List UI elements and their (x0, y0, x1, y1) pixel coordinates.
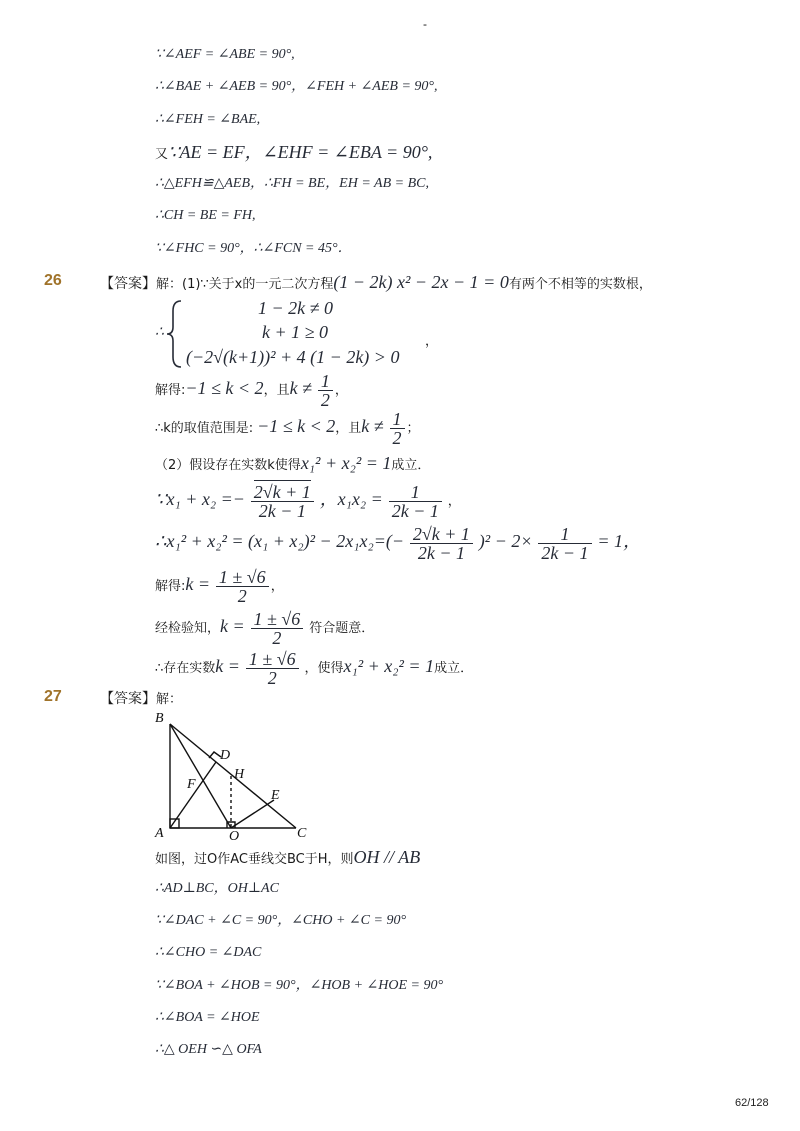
fraction-vieta-sum-num: 2√k + 1 (253, 482, 311, 502)
segment-bc (170, 724, 296, 828)
label-c: C (297, 826, 307, 841)
step-25-4-prefix: 又 (155, 147, 169, 162)
q27-step-5: ∴∠BOA = ∠HOE (155, 1010, 260, 1025)
fraction-expand-2-num: 1 (538, 525, 591, 544)
q27-construct (155, 846, 420, 871)
q26-concl-k: k = (215, 656, 240, 677)
q26-part2-math: x₁² + x₂² = 1 (300, 453, 392, 473)
q26-expand-lead: ∴x₁² + x₂² = (x₁ + x₂)² − 2x₁x₂=(− (155, 531, 404, 552)
q26-part2-prefix: （2）假设存在实数k使得 (155, 458, 301, 473)
q26-concl-suffix: 成立． (434, 661, 474, 677)
q26-solve2-prefix: 解得: (155, 579, 186, 595)
question-number-27: 27 (44, 688, 62, 705)
q27-intro: 解： (156, 692, 183, 707)
q26-check-suffix: 符合题意． (309, 621, 375, 637)
label-f: F (187, 777, 196, 792)
q26-solve1-prefix: 解得: (155, 383, 186, 399)
q26-range-prefix: ∴k的取值范围是: (155, 421, 254, 437)
q26-part2 (155, 452, 430, 477)
q26-expand (155, 525, 641, 562)
q26-therefore: ∴ (155, 325, 164, 340)
fraction-expand-2-den: 2k − 1 (541, 543, 589, 563)
q26-range-math: −1 ≤ k < 2 (257, 416, 336, 437)
q27-step-3: ∴∠CHO = ∠DAC (155, 945, 262, 960)
fraction-root-3-den: 2 (267, 668, 277, 688)
fraction-vieta-sum (251, 483, 314, 520)
fraction-root-2 (251, 610, 304, 647)
fraction-root-3 (246, 650, 299, 687)
step-25-4 (155, 141, 432, 166)
q27-construct-math: OH // AB (353, 847, 421, 867)
fraction-expand-2 (538, 525, 591, 562)
fraction-half-1-num: 1 (318, 372, 333, 391)
system-brace-icon (165, 299, 185, 369)
answer-tag-27-text: 【答案】 (100, 690, 156, 706)
q26-expand-mid: )² − 2× (478, 531, 533, 552)
fraction-half-2 (390, 410, 405, 447)
q26-solve1-end: ， (334, 383, 348, 399)
q26-check (155, 610, 374, 647)
step-25-2: ∴∠BAE + ∠AEB = 90°，∠FEH + ∠AEB = 90°, (155, 79, 438, 94)
fraction-expand-1 (410, 525, 473, 562)
q26-vieta-mid: ，x₁x₂ = (319, 489, 383, 510)
q26-concl-math: x₁² + x₂² = 1 (343, 656, 435, 677)
system-row-2: k + 1 ≥ 0 (262, 322, 329, 342)
q26-intro-math: (1 − 2k) x² − 2x − 1 = 0 (333, 272, 509, 292)
q26-vieta-lead: ∵x₁ + x₂ =− (155, 489, 245, 510)
fraction-vieta-sum-den: 2k − 1 (258, 501, 306, 521)
q26-solve-2 (155, 568, 284, 605)
q26-range (155, 410, 420, 447)
step-25-1: ∵∠AEF = ∠ABE = 90°, (155, 47, 295, 62)
step-25-5: ∴△EFH≌△AEB，∴FH = BE，EH = AB = BC, (155, 176, 429, 191)
q26-concl-prefix: ∴存在实数 (155, 661, 216, 677)
q26-range-and: ，且 (335, 421, 362, 437)
label-b: B (155, 711, 164, 726)
geometry-figure (150, 708, 320, 843)
step-25-3: ∴∠FEH = ∠BAE, (155, 112, 261, 127)
segment-oe (231, 800, 274, 828)
q26-check-k: k = (220, 616, 245, 637)
fraction-half-1 (318, 372, 333, 409)
fraction-expand-1-den: 2k − 1 (417, 543, 465, 563)
question-number-26: 26 (44, 272, 62, 289)
fraction-vieta-product (389, 483, 442, 520)
segment-be (170, 724, 231, 828)
q26-conclusion (155, 650, 473, 687)
system-row-3: (−2√(k+1))² + 4 (1 − 2k) > 0 (186, 347, 400, 367)
fraction-root-1 (216, 568, 269, 605)
q27-construct-prefix: 如图，过O作AC垂线交BC于H，则 (155, 852, 354, 867)
q26-solve1-and: ，且 (263, 383, 290, 399)
label-h: H (234, 767, 245, 782)
q26-solve1-k: k ≠ (289, 378, 312, 399)
q26-intro-suffix: 有两个不相等的实数根， (508, 277, 652, 292)
system-row-1: 1 − 2k ≠ 0 (258, 298, 334, 318)
label-d: D (220, 748, 231, 763)
answer-tag-27 (100, 688, 182, 708)
segment-ad (170, 762, 216, 828)
q26-range-k: k ≠ (361, 416, 384, 437)
system-comma: ， (425, 334, 439, 349)
q27-step-6: ∴△ OEH ∽△ OFA (155, 1042, 262, 1057)
fraction-half-2-den: 2 (392, 428, 402, 448)
step-25-4-math: ∵AE = EF，∠EHF = ∠EBA = 90°, (168, 142, 433, 162)
step-25-7: ∵∠FHC = 90°，∴∠FCN = 45°． (155, 241, 352, 256)
fraction-expand-1-num: 2√k + 1 (410, 525, 473, 544)
q26-expand-end: = 1， (597, 531, 642, 552)
fraction-half-1-den: 2 (320, 390, 330, 410)
q26-solve2-k: k = (185, 574, 211, 595)
q27-step-1: ∴AD⊥BC，OH⊥AC (155, 881, 279, 896)
page-header-dash: - (423, 17, 427, 31)
q26-vieta-end: ， (447, 494, 461, 510)
answer-tag-26-text: 【答案】 (100, 275, 156, 291)
q26-range-end: ； (406, 421, 420, 437)
fraction-vieta-product-den: 2k − 1 (391, 501, 439, 521)
q26-solve-1 (155, 372, 348, 409)
q27-step-2: ∵∠DAC + ∠C = 90°，∠CHO + ∠C = 90° (155, 913, 407, 928)
fraction-root-1-num: 1 ± √6 (216, 568, 269, 587)
q26-concl-mid: ，使得 (304, 661, 344, 677)
fraction-half-2-num: 1 (390, 410, 405, 429)
q26-check-prefix: 经检验知， (155, 621, 221, 637)
fraction-vieta-product-num: 1 (389, 483, 442, 502)
label-a: A (155, 826, 164, 841)
q26-solve2-end: ， (270, 579, 284, 595)
fraction-root-3-num: 1 ± √6 (246, 650, 299, 669)
q26-solve1-math: −1 ≤ k < 2 (185, 378, 264, 399)
q26-part2-suffix: 成立． (391, 458, 431, 473)
fraction-root-2-num: 1 ± √6 (251, 610, 304, 629)
answer-tag-26 (100, 272, 652, 293)
fraction-root-2-den: 2 (272, 628, 282, 648)
step-25-6: ∴CH = BE = FH, (155, 208, 256, 223)
q26-vieta (155, 483, 461, 520)
q27-step-4: ∵∠BOA + ∠HOB = 90°，∠HOB + ∠HOE = 90° (155, 978, 444, 993)
label-e: E (271, 788, 280, 803)
fraction-root-1-den: 2 (237, 586, 247, 606)
q26-intro-prefix: 解：(1)∵关于x的一元二次方程 (156, 277, 334, 292)
page-number: 62/128 (735, 1097, 769, 1109)
label-o: O (229, 829, 240, 843)
